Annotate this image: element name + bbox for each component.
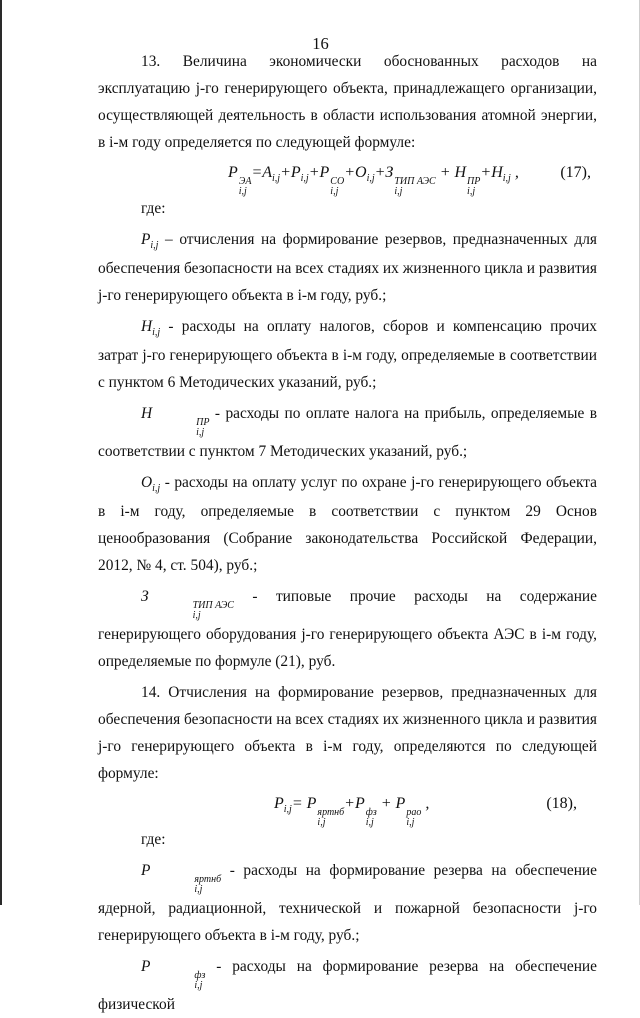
definition-h-pr: H ПР i,j - расходы по оплате налога на прибыль, определяемые в соответствии с пунктом 7 Методических указаний, руб.; [98, 405, 597, 460]
formula-17 [98, 156, 597, 197]
where-label-1: где: [141, 200, 166, 217]
page-number: 16 [312, 34, 329, 53]
formula-18 [98, 787, 597, 828]
paragraph-14: 14. Отчисления на формирование резервов, предназначенных для обеспечения безопасности на всех стадиях их жизненного цикла и развития j-го генерирующего объекта в i-м году, определяются по следующей формуле: [98, 684, 597, 782]
symbol-h-pr: H ПР i,j [141, 405, 210, 438]
definition-p: $P_{i,j}$ – отчисления на формирование резервов, предназначенных для обеспечения безопасности на всех стадиях их жизненного цикла и развития j-го генерирующего объекта в i-м году, руб.; [98, 231, 597, 304]
symbol-p-fz: P фз i,j [141, 958, 206, 991]
symbol-p-yartnb: P яртнб i,j [141, 862, 222, 895]
where-label-2: где: [141, 831, 166, 848]
formula-17-number: (17), [560, 164, 591, 181]
symbol-h: $H_{i,j}$ [141, 318, 161, 338]
formula-18-expression: $P_{i,j}= P$ яртнб i,j +P фз i,j + P рао i,j , [274, 795, 430, 828]
symbol-p: $P_{i,j}$ [141, 231, 159, 251]
definition-z: З ТИП АЭС i,j - типовые прочие расходы на содержание генерирующего оборудования j-го генерирующего объекта АЭС в i-м году, определяемые по формуле (21), руб. [98, 588, 597, 670]
definition-h: $H_{i,j}$ - расходы на оплату налогов, сборов и компенсацию прочих затрат j-го генерирующего объекта в i-м году, определяемые в соответствии с пунктом 6 Методических указаний, руб.; [98, 318, 597, 391]
paragraph-13: 13. Величина экономически обоснованных расходов на эксплуатацию j-го генерирующего объекта, принадлежащего организации, осуществляющей деятельность в области использования атомной энергии, в i-м году определяется по следующей формуле: [98, 53, 597, 151]
definition-p-fz: P фз i,j - расходы на формирование резерва на обеспечение физической [98, 958, 597, 1013]
symbol-o: $O_{i,j}$ [141, 474, 161, 494]
formula-17-expression: P ЭА i,j $=A_{i,j}+P_{i,j}+P$ CO i,j $+O_{i,j}+З$ ТИП АЭС i,j + H ПР i,j $+H_{i,j}$ , [228, 164, 519, 197]
symbol-z: З ТИП АЭС i,j [141, 588, 234, 621]
formula-18-number: (18), [546, 795, 577, 812]
document-body [98, 48, 597, 1018]
definition-o: $O_{i,j}$ - расходы на оплату услуг по охране j-го генерирующего объекта в i-м году, определяемые в соответствии с пунктом 29 Основ ценообразования (Собрание законодательства Российской Федерации, 2012, № 4, ст. 504), руб.; [98, 474, 597, 574]
definition-p-yartnb: P яртнб i,j - расходы на формирование резерва на обеспечение ядерной, радиационной, технической и пожарной безопасности j-го генерирующего объекта в i-м году, руб.; [98, 862, 597, 944]
